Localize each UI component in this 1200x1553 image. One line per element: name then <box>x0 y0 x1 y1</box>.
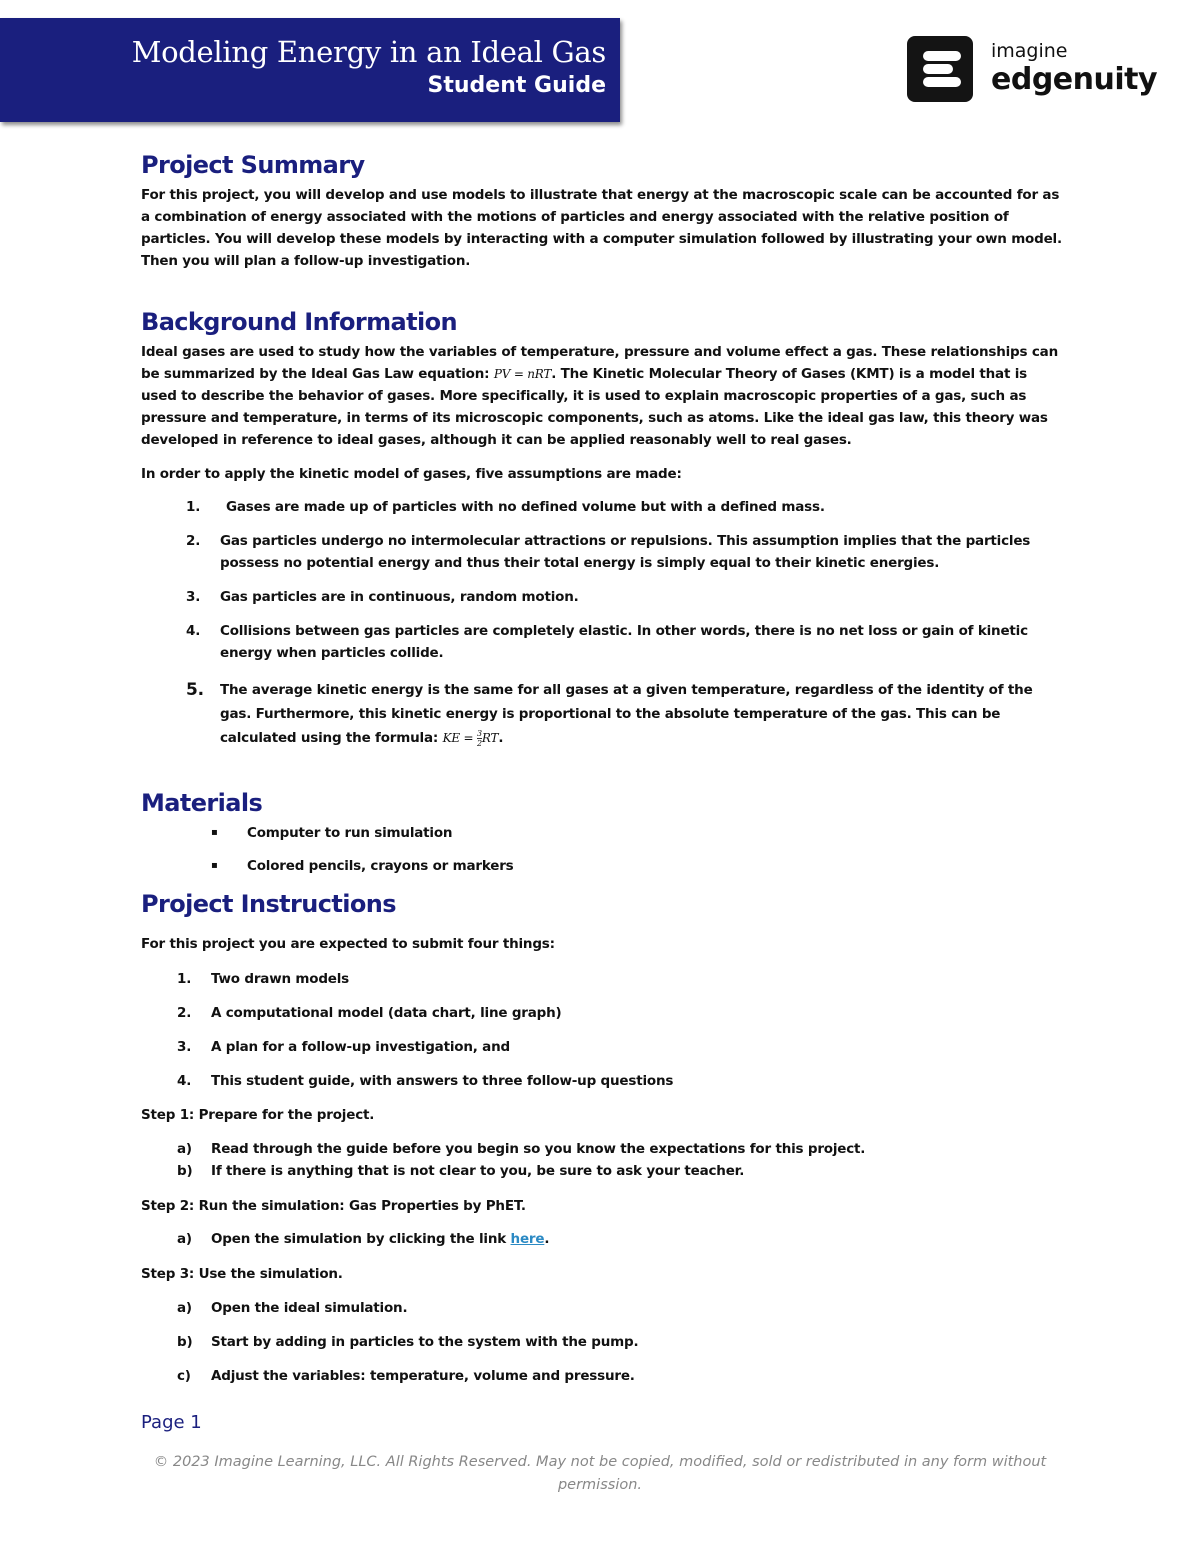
list-letter: b) <box>177 1163 193 1179</box>
instructions-heading: Project Instructions <box>141 890 396 918</box>
list-number: 1. <box>177 971 192 987</box>
bullet-icon: ▪ <box>211 827 218 838</box>
kinetic-energy-formula <box>442 729 499 748</box>
list-text: If there is anything that is not clear to you, be sure to ask your teacher. <box>211 1163 745 1179</box>
list-number: 2. <box>177 1005 192 1021</box>
fraction-numerator: 3 <box>476 729 482 738</box>
list-text: The average kinetic energy is the same for all gases at a given temperature, regardless of the identity of the gas. Furthermore, this kinetic energy is proportional to the absolute temperature of the gas. This can be calculated using the formula: <box>220 682 1033 746</box>
list-text: Gases are made up of particles with no defined volume but with a defined mass. <box>226 499 825 515</box>
step2-title: Step 2: Run the simulation: Gas Properties by PhET. <box>141 1198 526 1214</box>
step1-list <box>141 1138 1063 1182</box>
list-letter: c) <box>177 1368 191 1384</box>
list-number: 3. <box>186 589 201 605</box>
ideal-gas-law-equation: PV = nRT <box>493 367 552 381</box>
list-text: Start by adding in particles to the system with the pump. <box>211 1334 639 1350</box>
fraction-denominator: 2 <box>476 739 482 748</box>
step2-list <box>141 1228 1063 1250</box>
document-title: Modeling Energy in an Ideal Gas <box>131 35 606 69</box>
list-item <box>186 586 1063 608</box>
title-banner <box>0 18 620 122</box>
list-number: 3. <box>177 1039 192 1055</box>
simulation-link[interactable]: here <box>510 1231 545 1247</box>
deliverables-list <box>141 968 1063 1092</box>
list-letter: a) <box>177 1231 192 1247</box>
list-text: Open the ideal simulation. <box>211 1300 408 1316</box>
list-item <box>177 1070 1063 1092</box>
list-number: 4. <box>186 623 201 639</box>
list-text: Open the simulation by clicking the link <box>211 1231 511 1247</box>
list-text: A plan for a follow-up investigation, and <box>211 1039 510 1055</box>
assumptions-intro: In order to apply the kinetic model of gases, five assumptions are made: <box>141 466 682 482</box>
step1-title: Step 1: Prepare for the project. <box>141 1107 375 1123</box>
list-text: Read through the guide before you begin so you know the expectations for this project. <box>211 1141 866 1157</box>
list-text: Computer to run simulation <box>247 825 453 841</box>
project-summary-text: For this project, you will develop and use models to illustrate that energy at the macroscopic scale can be accounted for as a combination of energy associated with the motions of particles and energy associated with the relative position of particles. You will develop these models by interacting with a computer simulation followed by illustrating your own model. Then you will plan a follow-up investigation. <box>141 187 1062 269</box>
step3-list <box>141 1297 1063 1387</box>
list-item <box>177 1331 1063 1353</box>
list-item <box>177 1297 1063 1319</box>
list-number: 5. <box>186 680 204 700</box>
list-text: This student guide, with answers to three follow-up questions <box>211 1073 674 1089</box>
background-text-end: . The Kinetic Molecular Theory of Gases (KMT) is a model that is used to describe the behavior of gases. More specifically, it is used to explain macroscopic properties of a gas, such as pressure and temperature, in terms of its microscopic components, such as atoms. Like the ideal gas law, this theory was developed in reference to ideal gases, although it can be applied reasonably well to real gases. <box>141 366 1048 448</box>
list-text: Collisions between gas particles are completely elastic. In other words, there is no net loss or gain of kinetic energy when particles collide. <box>220 623 1028 661</box>
formula-period: . <box>498 730 504 746</box>
logo-line-edgenuity: edgenuity <box>991 62 1158 97</box>
materials-list <box>141 822 1063 877</box>
list-text: Two drawn models <box>211 971 350 987</box>
document-body <box>141 150 1063 1387</box>
background-text-start: Ideal gases are used to study how the variables of temperature, pressure and volume effect a gas. These relationships can be summarized by the Ideal Gas Law equation: <box>141 344 1058 382</box>
bullet-icon: ▪ <box>211 860 218 871</box>
list-item <box>186 620 1063 664</box>
background-paragraph <box>141 341 1063 451</box>
list-item <box>177 968 1063 990</box>
instructions-intro: For this project you are expected to submit four things: <box>141 936 555 952</box>
project-summary-heading: Project Summary <box>141 151 365 179</box>
document-subtitle: Student Guide <box>427 73 606 98</box>
list-text-end: . <box>544 1231 550 1247</box>
list-text: Adjust the variables: temperature, volume and pressure. <box>211 1368 635 1384</box>
list-text: Gas particles are in continuous, random motion. <box>220 589 579 605</box>
list-item <box>186 678 1063 750</box>
list-text: A computational model (data chart, line graph) <box>211 1005 562 1021</box>
logo-wordmark <box>991 40 1157 98</box>
list-number: 1. <box>186 499 201 515</box>
materials-heading: Materials <box>141 789 263 817</box>
list-item <box>177 1036 1063 1058</box>
logo-line-imagine: imagine <box>991 40 1068 62</box>
list-item <box>177 1138 1063 1160</box>
list-letter: b) <box>177 1334 193 1350</box>
list-text: Gas particles undergo no intermolecular attractions or repulsions. This assumption implies that the particles possess no potential energy and thus their total energy is simply equal to their kinetic energies. <box>220 533 1031 571</box>
page-number: Page 1 <box>141 1412 202 1433</box>
assumptions-list <box>141 496 1063 750</box>
list-item <box>177 1228 1063 1250</box>
list-item <box>211 822 1063 844</box>
formula-lhs: KE = <box>442 731 474 745</box>
list-item <box>211 855 1063 877</box>
copyright-notice: © 2023 Imagine Learning, LLC. All Rights Reserved. May not be copied, modified, sold or redistributed in any form without permission. <box>153 1454 1047 1493</box>
list-number: 2. <box>186 533 201 549</box>
edgenuity-logo-icon <box>907 36 973 102</box>
list-item <box>177 1160 1063 1182</box>
list-item <box>186 496 1063 518</box>
list-number: 4. <box>177 1073 192 1089</box>
list-text: Colored pencils, crayons or markers <box>247 858 514 874</box>
list-item <box>177 1365 1063 1387</box>
list-item <box>186 530 1063 574</box>
list-item <box>177 1002 1063 1024</box>
formula-rhs: RT <box>481 731 499 745</box>
list-letter: a) <box>177 1300 192 1316</box>
background-heading: Background Information <box>141 308 457 336</box>
list-letter: a) <box>177 1141 192 1157</box>
step3-title: Step 3: Use the simulation. <box>141 1266 343 1282</box>
